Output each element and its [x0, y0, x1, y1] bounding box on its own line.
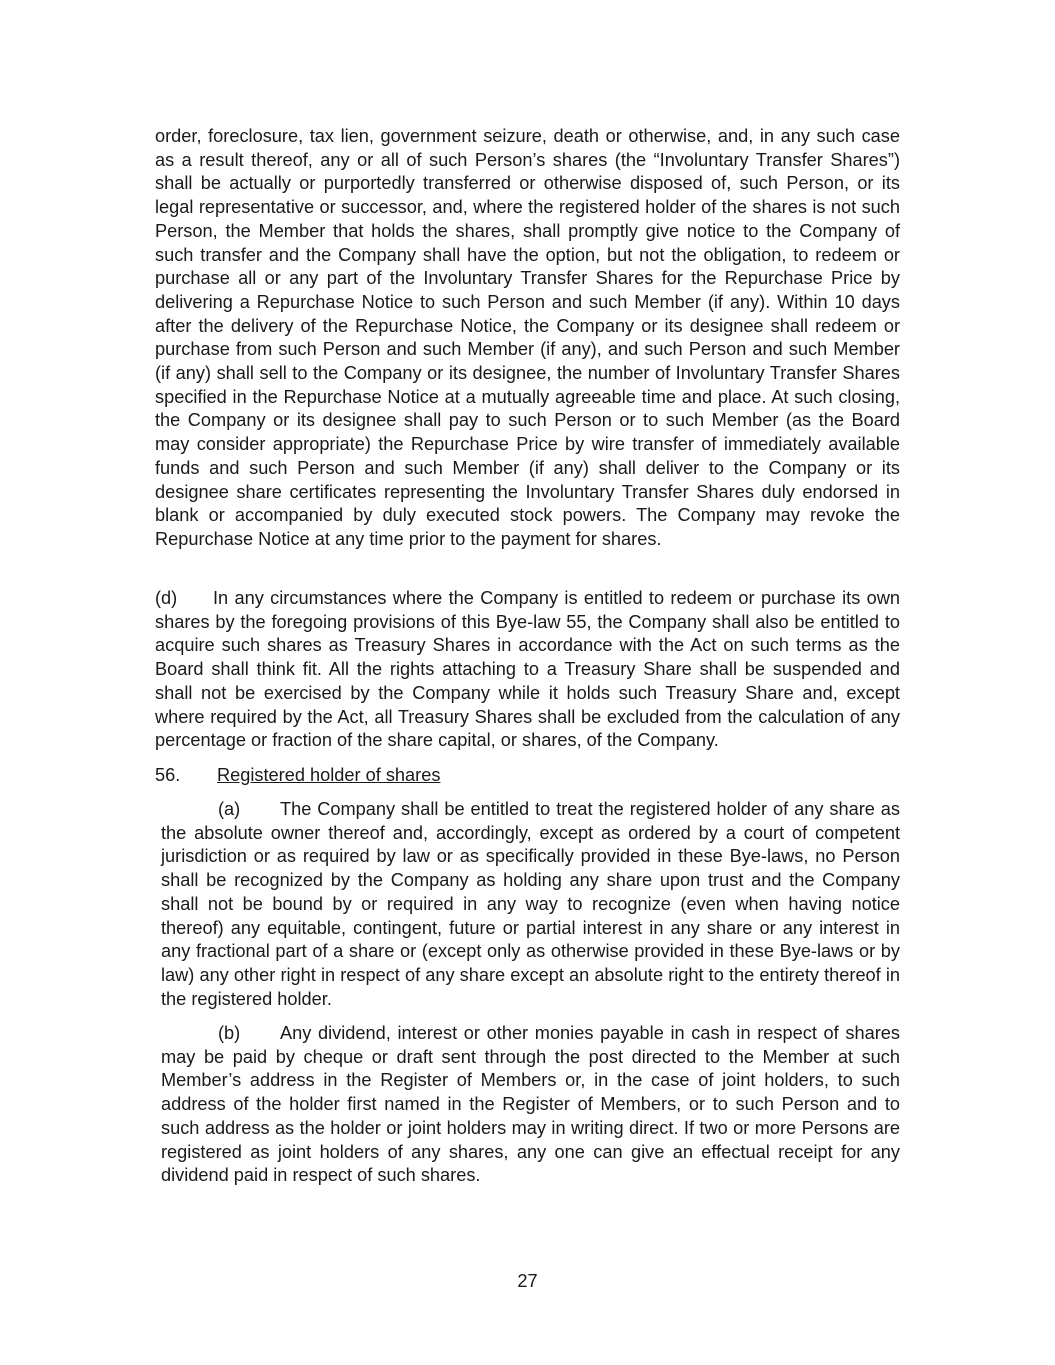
paragraph-d [155, 587, 900, 753]
continuation-paragraph: order, foreclosure, tax lien, government seizure, death or otherwise, and, in any such case as a result thereof, any or all of such Person’s shares (the “Involuntary Transfer Shares”) shall be actually or purportedly transferred or otherwise disposed of, such Person, or its legal representative or successor, and, where the registered holder of the shares is not such Person, the Member that holds the shares, shall promptly give notice to the Company of such transfer and the Company shall have the option, but not the obligation, to redeem or purchase all or any part of the Involuntary Transfer Shares for the Repurchase Price by delivering a Repurchase Notice to such Person and such Member (if any). Within 10 days after the delivery of the Repurchase Notice, the Company or its designee shall redeem or purchase from such Person and such Member (if any), and such Person and such Member (if any) shall sell to the Company or its designee, the number of Involuntary Transfer Shares specified in the Repurchase Notice at a mutually agreeable time and place. At such closing, the Company or its designee shall pay to such Person or to such Member (as the Board may consider appropriate) the Repurchase Price by wire transfer of immediately available funds and such Person and such Member (if any) shall deliver to the Company or its designee share certificates representing the Involuntary Transfer Shares duly endorsed in blank or accompanied by duly executed stock powers. The Company may revoke the Repurchase Notice at any time prior to the payment for shares. [155, 126, 900, 549]
paragraph-d-label: (d) [155, 588, 178, 608]
paragraph-56a-label: (a) [218, 799, 241, 819]
paragraph-56b [161, 1022, 900, 1188]
paragraph-56b-text: Any dividend, interest or other monies payable in cash in respect of shares may be paid by cheque or draft sent through the post directed to the Member at such Member’s address in the Register of Members or, in the case of joint holders, to such address of the holder first named in the Register of Members, or to such Person and to such address as the holder or joint holders may in writing direct. If two or more Persons are registered as joint holders of any shares, any one can give an effectual receipt for any dividend paid in respect of such shares. [161, 1023, 900, 1186]
paragraph-56a-text: The Company shall be entitled to treat the registered holder of any share as the absolute owner thereof and, accordingly, except as ordered by a court of competent jurisdiction or as required by law or as specifically provided in these Bye-laws, no Person shall be recognized by the Company as holding any share upon trust and the Company shall not be bound by or required in any way to recognize (even when having notice thereof) any equitable, contingent, future or partial interest in any share or any interest in any fractional part of a share or (except only as otherwise provided in these Bye-laws or by law) any other right in respect of any share except an absolute right to the entirety thereof in the registered holder. [161, 799, 900, 1009]
section-56-heading [155, 764, 440, 788]
paragraph-56b-label: (b) [218, 1023, 241, 1043]
section-56-number: 56. [155, 765, 181, 785]
section-56-title: Registered holder of shares [217, 765, 441, 785]
paragraph-56a [161, 798, 900, 1011]
page-number: 27 [517, 1271, 538, 1291]
paragraph-d-text: In any circumstances where the Company is entitled to redeem or purchase its own shares by the foregoing provisions of this Bye-law 55, the Company shall also be entitled to acquire such shares as Treasury Shares in accordance with the Act on such terms as the Board shall think fit. All the rights attaching to a Treasury Share shall be suspended and shall not be exercised by the Company while it holds such Treasury Share and, except where required by the Act, all Treasury Shares shall be excluded from the calculation of any percentage or fraction of the share capital, or shares, of the Company. [155, 588, 900, 751]
